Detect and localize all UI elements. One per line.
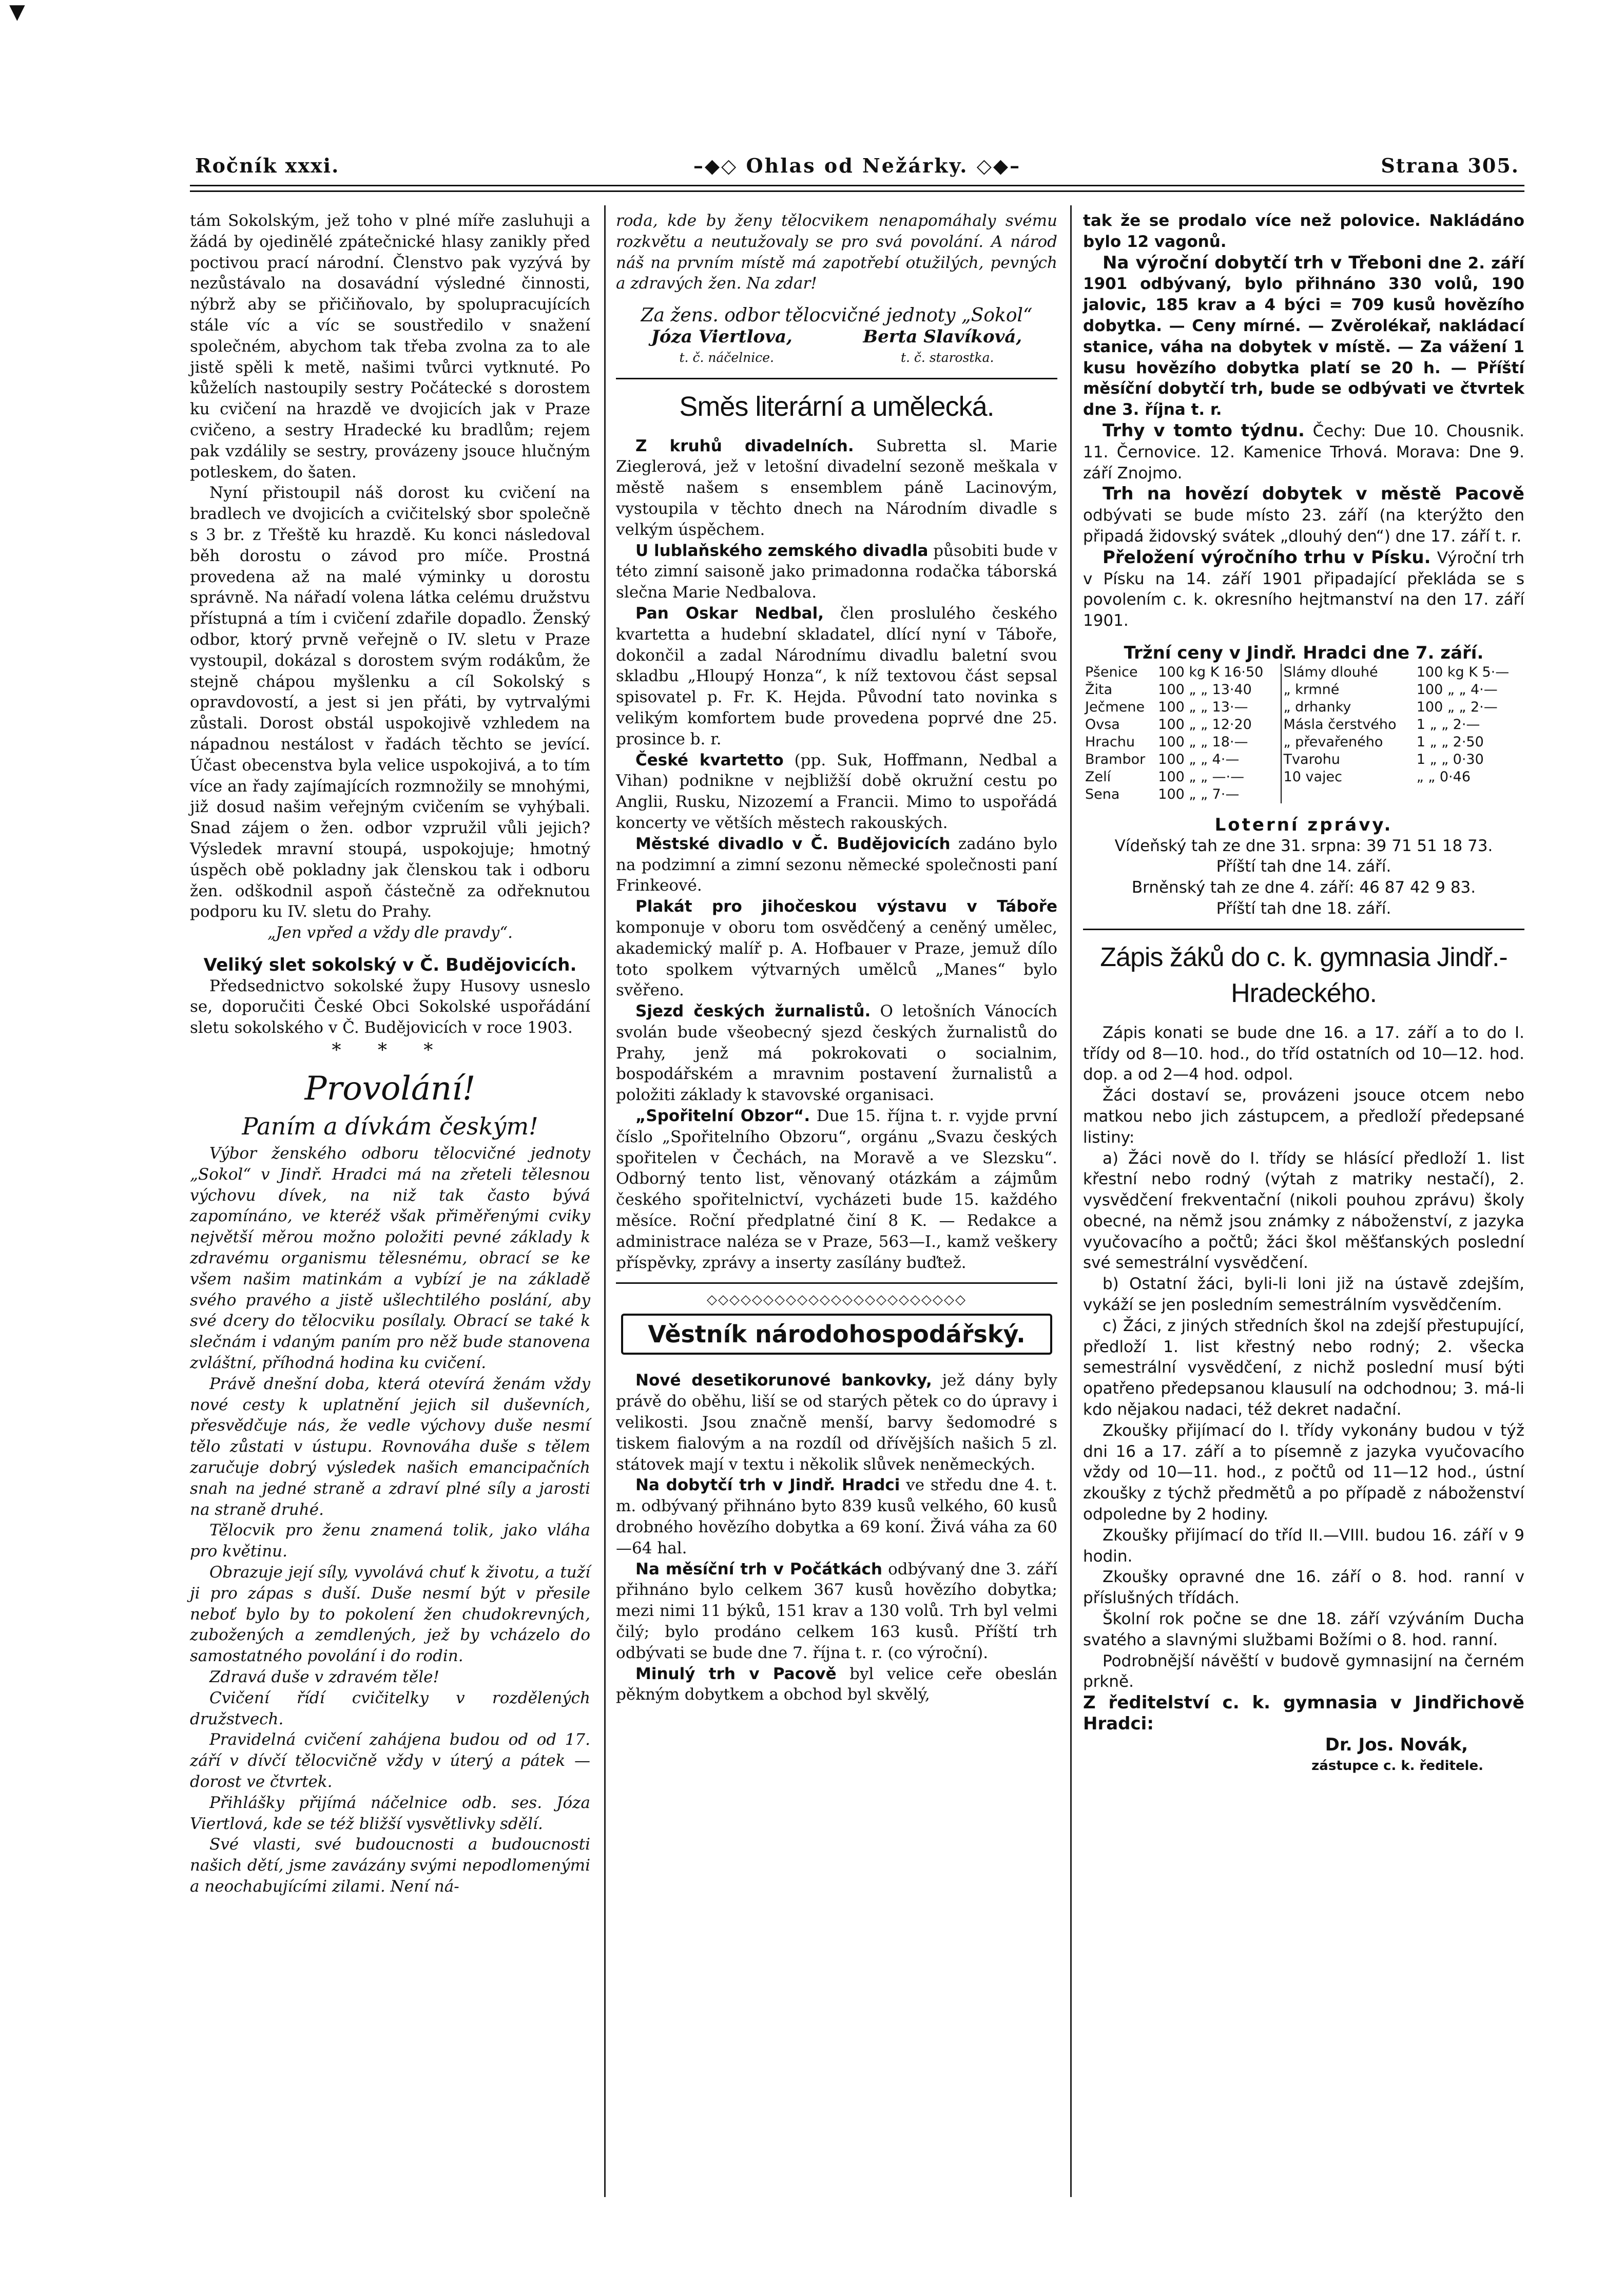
news-item: Z kruhů divadelních. Subretta sl. Marie Zieglerová, jež v letošní divadelní sezoně meškala v městě našem s ensemblem páně Lacinovým, vystoupila v těchto dnech na Národním divadle s velkým úspěchem. — [616, 436, 1057, 539]
paragraph: Své vlasti, své budoucnosti a budoucnosti našich dětí, jsme zavázány svými nepodlomenými a neochabujícími zilami. Není ná- — [190, 1835, 590, 1896]
column-divider — [604, 205, 606, 2197]
news-item: Přeložení výročního trhu v Písku. Výroční trh v Písku na 14. září 1901 připadající překláda se s povolením c. k. okresního hejtmanství na den 17. září 1901. — [1083, 547, 1524, 630]
price-cell: Hrachu — [1085, 734, 1135, 750]
paragraph: Obrazuje její síly, vyvolává chuť k životu, a tuží ji pro zápas s duší. Duše nesmí být v přesile neboť bylo by to pokolení žen chudokrevných, zubožených a zemdlených, jež by vcházelo do samostatného povolání i do rodin. — [190, 1563, 590, 1666]
signature-role: zástupce c. k. ředitele. — [1311, 1758, 1483, 1774]
price-cell: Sena — [1085, 786, 1120, 802]
column-2 — [616, 210, 1057, 1705]
lottery-line: Brněnský tah ze dne 4. září: 46 87 42 9 83. — [1131, 878, 1476, 897]
signature-intro: Za žens. odbor tělocvičné jednoty „Sokol“ — [641, 305, 1033, 326]
paragraph: Nyní přistoupil náš dorost ku cvičení na bradlech ve dvojicích a cvičitelský sbor společně s 3 br. z Třeště ku hrazdě. Ku konci následoval běh dorostu o závod pro míče. Prostná provedena až na malé výminky u dorostu správně. Na nářadí volena látka celému družstvu přístupná a tím i cvičení zdařile dopadlo. Ženský odbor, ktorý prvně veřejně o IV. sletu v Praze vystoupil, dokázal s dorostem svým rodákům, že stejně chápou myšlenku a cíl Sokolský s opravdovostí, a jest si jen přáti, by vytrvalými zůstali. Dorost obstál uspokojivě vzhledem na nápadnou nestálost v řadách těchto se jevící. Účast obecenstva byla velice uspokojivá, a to tím více an řady zajímajících rozmnožily se mnohými, již dosud našim veřejným cvičením se vyhýbali. Snad zájem o žen. odbor vzpružil vůli jejich? Výsledek mravní stoupá, uspokojuje; hmotný úspěch obě pokladny jak členskou tak i odboru žen. odškodnil aspoň částečně za odřeknutou podporu ku IV. sletu do Prahy. — [190, 484, 590, 921]
price-row — [1083, 734, 1524, 751]
news-item: Na výroční dobytčí trh v Třeboni dne 2. září 1901 odbývaný, bylo přihnáno 330 volů, 190 jalovic, 185 krav a 4 býci = 709 kusů hovězího dobytka. — Ceny mírné. — Zvěrolékař, nakládací stanice, váha na dobytek v místě. — Za vážení 1 kusu hovězího dobytka platí se 20 h. — Příští měsíční dobytčí trh, bude se odbývati ve čtvrtek dne 3. října t. r. — [1083, 252, 1524, 419]
column-1 — [190, 210, 590, 1897]
proclamation-subtitle: Paním a dívkám českým! — [242, 1112, 538, 1141]
paragraph: Žáci dostaví se, provázeni jsouce otcem nebo matkou nebo jich zástupcem, a předloží předepsané listiny: — [1083, 1086, 1524, 1147]
price-table — [1083, 664, 1524, 803]
price-cell: Ovsa — [1085, 716, 1120, 733]
price-cell: 100 „ „ 13·— — [1158, 699, 1248, 715]
section-title: Zápis žáků do c. k. gymnasia Jindř.-Hradeckého. — [1100, 942, 1507, 1008]
price-cell: 100 „ „ 2·— — [1416, 699, 1498, 715]
news-item: Městské divadlo v Č. Budějovicích zadáno bylo na podzimní a zimní sezonu německé společnosti paní Frinkeové. — [616, 834, 1057, 895]
news-item: U lublaňského zemského divadla působiti bude v této zimní saisoně jako primadonna rodačka táborská slečna Marie Nedbalova. — [616, 541, 1057, 602]
news-item: Na měsíční trh v Počátkách odbývaný dne 3. září přihnáno bylo celkem 367 kusů hovězího dobytka; mezi nimi 11 býků, 151 krav a 130 volů. Trh byl velmi čilý; bylo prodáno celkem 163 kusů. Příští trh odbývati se bude dne 7. října t. r. (co výroční). — [616, 1559, 1058, 1662]
price-cell: 1 „ „ 2·— — [1416, 716, 1480, 733]
price-cell: „ drhanky — [1281, 699, 1415, 716]
price-row — [1083, 664, 1524, 681]
lottery-line: Vídeňský tah ze dne 31. srpna: 39 71 51 18 73. — [1114, 836, 1493, 855]
price-cell: Másla čerstvého — [1281, 716, 1415, 734]
role-starostka: t. č. starostka. — [900, 350, 994, 365]
news-item: Pan Oskar Nedbal, člen proslulého českého kvartetta a hudební skladatel, dlící nyní v Táboře, dokončil a zadal Národnímu divadlu baletní svou skladbu „Hloupý Honza“, k níž textovou část sepsal spisovatel p. Fr. K. Hejda. Původní tato novinka s velikým komfortem bude provedena poprvé dne 25. prosince b. r. — [616, 604, 1057, 748]
paragraph: Zdravá duše v zdravém těle! — [209, 1668, 439, 1686]
paragraph: Právě dnešní doba, která otevírá ženám vždy nové cesty k uplatnění jejich sil duševních, přesvědčuje nás, že vedle výchovy duše nesmí tělo zůstati v ústupu. Rovnováha duše s tělem zaručuje dobrý výsledek našich emancipačních snah na jedné straně a zdraví plné síly a jarosti na straně druhé. — [190, 1374, 590, 1519]
lottery-title: Loterní zprávy. — [1214, 814, 1393, 835]
prices-title: Tržní ceny v Jindř. Hradci dne 7. září. — [1124, 642, 1484, 663]
price-row — [1083, 716, 1524, 734]
section-title-box: Věstník národohospodářský. — [621, 1314, 1052, 1355]
divider — [616, 378, 1057, 379]
paragraph: Zkoušky přijímací do I. třídy vykonány budou v týž dni 16 a 17. září a to písemně z jazyka vyučovacího vždy od 10—11. hod., z počtů od 11—12 hod., ústní zkoušky z týchž předmětů a po případě z náboženství odpoledne by 2 hodiny. — [1083, 1421, 1524, 1524]
price-cell: 1 „ „ 2·50 — [1416, 734, 1484, 750]
price-cell: 100 „ „ 4·— — [1416, 681, 1498, 698]
signature-novak: Dr. Jos. Novák, — [1325, 1734, 1468, 1755]
news-item: Sjezd českých žurnalistů. O letošních Vánocích svolán bude všeobecný sjezd českých žurnalistů do Prahy, jenž má pokrokovati o socialnim, bospodářském a mravnim postavení žurnalistů a položiti základy k stavovské organisaci. — [616, 1002, 1057, 1105]
divider — [1083, 929, 1524, 930]
news-item: Nové desetikorunové bankovky, jež dány byly právě do oběhu, liší se od starých pětek co do úpravy i velikosti. Jsou značně menší, barvy šedomodré s tiskem fialovým a na rozdíl od dřívějších našich 5 zl. státovek mají v textu i několik slůvek neněmeckých. — [616, 1371, 1058, 1474]
newspaper-title: –◆◇ Ohlas od Nežárky. ◇◆– — [693, 154, 1021, 177]
price-cell: Zelí — [1085, 768, 1111, 785]
signature-intro: Z ředitelství c. k. gymnasia v Jindřichově Hradci: — [1083, 1692, 1524, 1735]
signatures — [616, 326, 1057, 348]
price-cell: Žita — [1085, 681, 1113, 698]
motto: „Jen vpřed a vždy dle pravdy“. — [267, 923, 513, 942]
price-cell: 100 „ „ 7·— — [1158, 786, 1240, 802]
news-item: Trh na hovězí dobytek v městě Pacově odbývati se bude místo 23. září (na kterýžto den připadá židovský svátek „dlouhý den“) dne 17. září t. r. — [1083, 484, 1524, 546]
news-item: „Spořitelní Obzor“. Due 15. října t. r. vyjde první číslo „Spořitelního Obzoru“, orgánu „Svazu českých spořitelen v Čechách, na Moravě a ve Slezsku“. Odborný tento list, věnovaný otázkám a zájmům českého spořitelnictví, vycházeti bude 15. každého měsíce. Roční předplatné činí 8 K. — Redakce a administrace naléza se v Praze, 563—I., kamž veškery příspěvky, zprávy a inserty zasílány buďtež. — [616, 1107, 1057, 1272]
page-number: Strana 305. — [1381, 154, 1519, 177]
signature-viertlova: Józa Viertlova, — [651, 326, 792, 347]
paragraph: Tělocvik pro ženu znamená tolik, jako vláha pro květinu. — [190, 1521, 590, 1561]
paragraph: roda, kde by ženy tělocvikem nenapomáhaly svému rozkvětu a neutužovaly se pro svá povolání. A národ náš na prvním místě má zapotřebí otužilých, pevných a zdravých žen. Na zdar! — [616, 211, 1057, 293]
price-cell — [1281, 786, 1415, 803]
role-nacelnice: t. č. náčelnice. — [679, 350, 774, 365]
price-cell: Ječmene — [1085, 699, 1145, 715]
price-cell — [1415, 786, 1524, 803]
signature-slavikova: Berta Slavíková, — [863, 326, 1022, 347]
paragraph: Zkoušky přijímací do tříd II.—VIII. budou 16. září v 9 hodin. — [1083, 1526, 1524, 1566]
section-stars: * * * — [332, 1040, 449, 1062]
price-cell: 100 „ „ —·— — [1158, 768, 1245, 785]
paragraph: Školní rok počne se dne 18. září vzýváním Ducha svatého a slavnými službami Božími o 8. hod. ranní. — [1083, 1610, 1524, 1649]
lottery-line: Příští tah dne 18. září. — [1216, 899, 1391, 918]
price-row — [1083, 751, 1524, 768]
price-cell: 100 „ „ 18·— — [1158, 734, 1248, 750]
paragraph: tám Sokolským, jež toho v plné míře zasluhuji a žádá by ojedinělé zpátečnické hlasy zanikly před poctivou prací národní. Členstvo pak vyzývá by nezůstávalo na dosavádní výsledné činnosti, nýbrž aby se přičiňovalo, by spolupracujících stále víc a víc se soustředilo v snažení společném, abychom tak třeba zvolna za to ale jistě spěli k metě, našimi tvůrci vytknuté. Po kůželích nastoupily sestry Počátecké s dorostem ku cvičení na hrazdě ve dvojicích jak v Praze cvičeno, a sestry Hradecké ku bradlům; rejem pak vzdálily se sestry, provázeny jsouce hlučným potleskem, do šaten. — [190, 211, 590, 482]
price-cell: Tvarohu — [1281, 751, 1415, 768]
divider — [616, 1282, 1057, 1284]
paragraph: Zkoušky opravné dne 16. září o 8. hod. ranní v příslušných třídách. — [1083, 1568, 1524, 1608]
paragraph: Podrobnější návěští v budově gymnasijní na černém prkně. — [1083, 1651, 1524, 1691]
paragraph: Přihlášky přijímá náčelnice odb. ses. Józa Viertlová, kde se též bližší vysvětlivky sdělí. — [190, 1793, 590, 1833]
price-row — [1083, 681, 1524, 699]
signature-roles — [616, 348, 1057, 369]
paragraph: a) Žáci nově do I. třídy se hlásící předloží 1. list křestní nebo rodný (výtah z matriky nestačí), 2. vysvědčení frekventační (nikoli pouhou zprávu) školy obecné, na němž jsou známky z náboženství, z jazyka vyučovacího a počtů; žáci škol měšťanských poslední své semestrální vysvědčení. — [1083, 1149, 1524, 1273]
paragraph: Zápis konati se bude dne 16. a 17. září a to do I. třídy od 8—10. hod., do tříd ostatních od 10—12. hod. dop. a od 2—4 hod. odpol. — [1083, 1023, 1524, 1084]
price-cell: 100 „ „ 12·20 — [1158, 716, 1252, 733]
price-cell: 100 kg K 16·50 — [1158, 664, 1264, 680]
price-cell: 100 „ „ 13·40 — [1158, 681, 1252, 698]
paragraph: tak že se prodalo více než polovice. Nakládáno bylo 12 vagonů. — [1083, 211, 1524, 251]
price-cell: 100 kg K 5·— — [1416, 664, 1510, 680]
paragraph: Předsednictvo sokolské župy Husovy usneslo se, doporučiti České Obci Sokolské uspořádání sletu sokolského v Č. Budějovicích v roce 1903. — [190, 976, 590, 1037]
column-3 — [1083, 210, 1524, 1776]
lottery-line: Příští tah dne 14. září. — [1216, 857, 1391, 876]
paragraph: Výbor ženského odboru tělocvičné jednoty „Sokol“ v Jindř. Hradci má na zřeteli tělesnou výchovu dívek, na niž tak často bývá zapomínáno, ve kteréž však přiměřenými cviky největší měrou možno položiti pevné základy k zdravému organismu tělesnému, obrací se ke všem našim matinkám a vybízí je na základě svého pravého a jistě ušlechtilého poslání, aby své dcery do tělocviku posílaly. Obrací se také k slečnám i vdaným paním pro něž bude stanovena zvláštní, příhodná hodina ku cvičení. — [190, 1144, 590, 1373]
price-cell: 1 „ „ 0·30 — [1416, 751, 1484, 767]
price-cell: Pšenice — [1085, 664, 1138, 680]
price-row — [1083, 699, 1524, 716]
news-item: České kvartetto (pp. Suk, Hoffmann, Nedbal a Vihan) podnikne v nejbližší době okružní cestu po Anglii, Rusku, Nizozemí a Francii. Mimo to uspořádá koncerty ve větších městech rakouských. — [616, 750, 1057, 832]
header-rule — [190, 185, 1524, 192]
paragraph: c) Žáci, z jiných středních škol na zdejší přestupující, předloží 1. list křestný nebo rodný; 2. všecka semestrální vysvědčení, z nichž poslední musí býti opatřeno předepsanou klausulí na odchodnou; 3. má-li kdo nějakou nadaci, též dekret nadační. — [1083, 1316, 1524, 1419]
margin-mark: ▼ — [9, 0, 25, 24]
price-cell: Brambor — [1085, 751, 1146, 767]
price-cell: „ „ 0·46 — [1416, 768, 1471, 785]
price-cell: 10 vajec — [1281, 768, 1415, 786]
price-row — [1083, 768, 1524, 786]
volume-label: Ročník xxxi. — [195, 154, 340, 177]
paragraph: Pravidelná cvičení zahájena budou od od 17. září v dívčí tělocvičně vždy v úterý a pátek — dorost ve čtvrtek. — [190, 1730, 590, 1791]
price-cell: 100 „ „ 4·— — [1158, 751, 1240, 767]
news-item: Plakát pro jihočeskou výstavu v Táboře komponuje v oboru tom osvědčený a ceněný umělec, akademický malíř p. A. Hofbauer v Praze, jemuž dílo toto spolkem výtvarných umělců „Manes“ bylo svěřeno. — [616, 897, 1057, 1000]
paragraph: b) Ostatní žáci, byli-li loni již na ústavě zdejším, vykáží se jen posledním semestrálním vysvědčením. — [1083, 1275, 1524, 1315]
price-cell: „ převařeného — [1281, 734, 1415, 751]
news-item: Minulý trh v Pacově byl velice ceře obeslán pěkným dobytkem a obchod byl skvělý, — [616, 1664, 1058, 1704]
news-item: Trhy v tomto týdnu. Čechy: Due 10. Chousnik. 11. Černovice. 12. Kamenice Trhová. Morava: Dne 9. září Znojmo. — [1083, 420, 1524, 483]
paragraph: Cvičení řídí cvičitelky v rozdělených družstvech. — [190, 1688, 590, 1728]
column-divider — [1070, 205, 1072, 2197]
price-cell: „ krmné — [1281, 681, 1415, 699]
article-title: Veliký slet sokolský v Č. Budějovicích. — [203, 954, 577, 975]
section-title: Směs literární a umělecká. — [679, 391, 994, 422]
price-row — [1083, 786, 1524, 803]
ornament: ◇◇◇◇◇◇◇◇◇◇◇◇◇◇◇◇◇◇◇◇◇◇◇ — [707, 1292, 966, 1308]
proclamation-title: Provolání! — [304, 1070, 476, 1108]
news-item: Na dobytčí trh v Jindř. Hradci ve středu dne 4. t. m. odbývaný přihnáno byto 839 kusů velkého, 60 kusů drobného hovězího dobytka a 69 koní. Živá váha za 60—64 hal. — [616, 1476, 1057, 1557]
price-cell: Slámy dlouhé — [1281, 664, 1415, 681]
